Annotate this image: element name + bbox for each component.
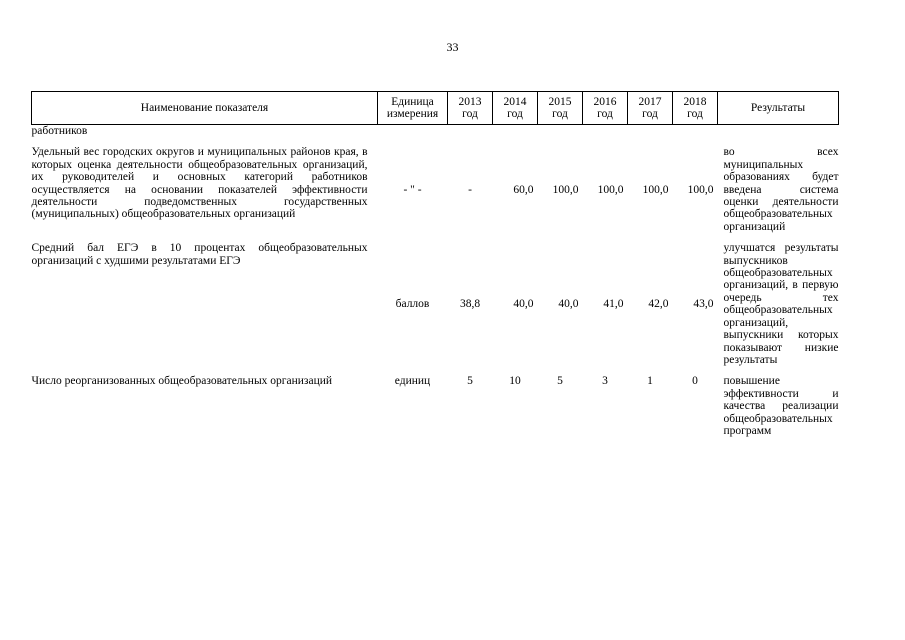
header-year-2017: 2017 год [628,92,673,125]
indicators-table [31,91,839,437]
indicator-unit: единиц [394,375,431,388]
header-year-2014: 2014 год [493,92,538,125]
value-2016: 41,0 [603,298,624,311]
continuation-row [32,125,839,138]
value-2018: 43,0 [693,298,714,311]
indicator-unit: - " - [403,183,422,196]
indicator-result: улучшатся результаты выпускников общеобразовательных организаций, в первую очередь тех общеобразовательных организаций, выпускники которых показывают низкие результаты [723,242,839,366]
header-unit: Единица измерения [378,92,448,125]
indicator-result: во всех муниципальных образованиях будет введена система оценки деятельности общеобразовательных организаций [723,146,839,233]
value-2017: 1 [647,375,653,388]
continuation-text: работников [31,125,88,137]
value-2013: - [468,183,472,196]
indicator-result: повышение эффективности и качества реализации общеобразовательных программ [723,375,839,437]
indicator-name: Средний бал ЕГЭ в 10 процентах общеобразовательных организаций с худшими результатами ЕГЭ [31,242,368,267]
value-2015: 40,0 [558,298,579,311]
value-2016: 3 [602,375,608,388]
header-results: Результаты [718,92,839,125]
value-2018: 100,0 [687,183,714,196]
indicator-unit: баллов [395,298,430,311]
header-name: Наименование показателя [32,92,378,125]
header-year-2018: 2018 год [673,92,718,125]
value-2015: 5 [557,375,563,388]
header-year-2016: 2016 год [583,92,628,125]
indicator-name: Удельный вес городских округов и муниципальных районов края, в которых оценка деятельности общеобразовательных организаций, их руководителей и основных категорий работников осуществляется на основании показателей эффективности деятельности подведомственных государственных (муниципальных) общеобразовательных организаций [31,146,368,221]
value-2014: 40,0 [513,298,534,311]
value-2016: 100,0 [597,183,624,196]
page-number: 33 [446,40,459,54]
value-2015: 100,0 [552,183,579,196]
value-2017: 42,0 [648,298,669,311]
table-row [32,146,839,233]
value-2013: 5 [467,375,473,388]
header-year-2015: 2015 год [538,92,583,125]
header-year-2013: 2013 год [448,92,493,125]
value-2014: 60,0 [513,183,534,196]
table-row [32,375,839,437]
table-row [32,242,839,366]
value-2017: 100,0 [642,183,669,196]
table-header-row [32,92,839,125]
value-2014: 10 [509,375,521,388]
value-2018: 0 [692,375,698,388]
indicator-name: Число реорганизованных общеобразовательных организаций [31,375,333,388]
value-2013: 38,8 [459,298,481,311]
